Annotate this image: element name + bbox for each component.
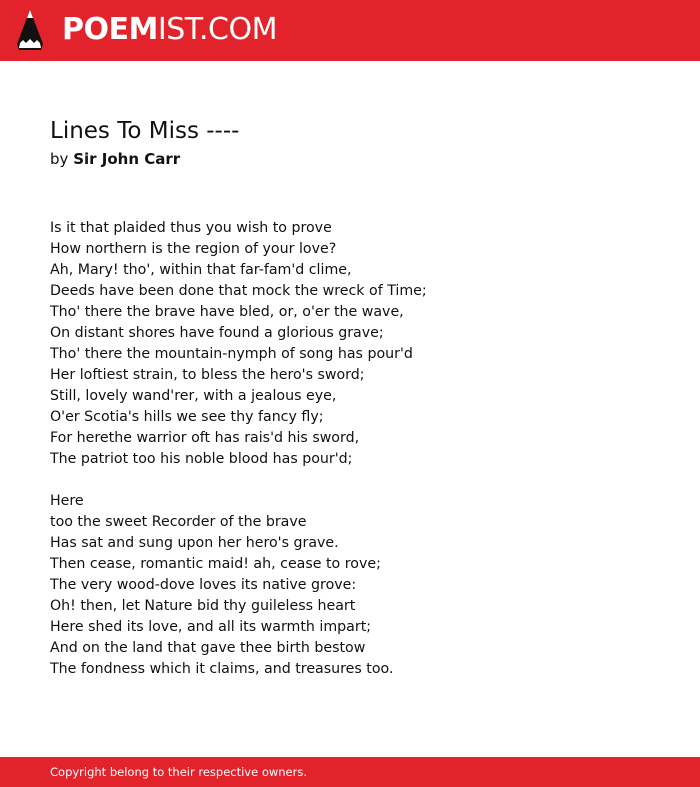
poem-line: Here shed its love, and all its warmth impart; xyxy=(50,619,372,635)
logo-text-light: IST.COM xyxy=(157,12,277,47)
poem-line: The fondness which it claims, and treasures too. xyxy=(50,661,394,677)
author-name[interactable]: Sir John Carr xyxy=(73,150,181,168)
poem-line: Still, lovely wand'rer, with a jealous eye, xyxy=(50,388,337,404)
poem-line: Tho' there the mountain-nymph of song has pour'd xyxy=(50,346,413,362)
poem-line: Then cease, romantic maid! ah, cease to rove; xyxy=(50,556,381,572)
poem-line: Her loftiest strain, to bless the hero's sword; xyxy=(50,367,365,383)
poem-line: Oh! then, let Nature bid thy guileless heart xyxy=(50,598,356,614)
copyright-notice: Copyright belong to their respective owners. xyxy=(50,765,308,779)
poem-line: On distant shores have found a glorious grave; xyxy=(50,325,384,341)
poem-line: too the sweet Recorder of the brave xyxy=(50,514,307,530)
poem-line: Deeds have been done that mock the wreck of Time; xyxy=(50,283,427,299)
poem-line: Is it that plaided thus you wish to prove xyxy=(50,220,332,236)
poem-title: Lines To Miss ---- xyxy=(50,118,240,144)
poem-line: The very wood-dove loves its native grove: xyxy=(50,577,357,593)
poem-line: Here xyxy=(50,493,84,509)
site-header xyxy=(0,0,700,61)
stanza-break xyxy=(50,470,670,491)
poem-line: For herethe warrior oft has rais'd his sword, xyxy=(50,430,360,446)
poem-line: O'er Scotia's hills we see thy fancy fly; xyxy=(50,409,324,425)
poem-line: Tho' there the brave have bled, or, o'er the wave, xyxy=(50,304,404,320)
poem-line: The patriot too his noble blood has pour'd; xyxy=(50,451,353,467)
pencil-tip-icon[interactable] xyxy=(17,10,43,50)
poem-line: Has sat and sung upon her hero's grave. xyxy=(50,535,339,551)
logo-text-bold: POEM xyxy=(62,12,158,47)
site-footer xyxy=(0,757,700,787)
site-logo[interactable] xyxy=(62,12,277,48)
poem-line: Ah, Mary! tho', within that far-fam'd clime, xyxy=(50,262,352,278)
poem-line: And on the land that gave thee birth bestow xyxy=(50,640,366,656)
poem-line: How northern is the region of your love? xyxy=(50,241,337,257)
byline xyxy=(50,148,180,170)
by-label: by xyxy=(50,150,69,168)
poem-body xyxy=(50,218,670,680)
